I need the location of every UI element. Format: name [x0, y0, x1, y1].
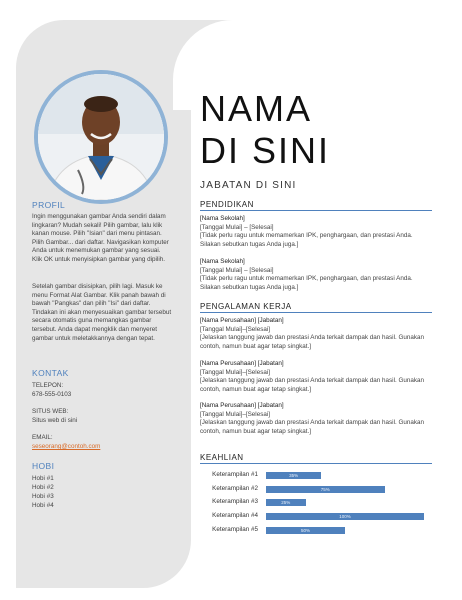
name-title [200, 88, 330, 172]
skill-label: Keterampilan #1 [212, 471, 258, 478]
website-label: SITUS WEB: [32, 408, 69, 415]
doctor-portrait-image [38, 74, 164, 200]
experience-description: [Jelaskan tanggung jawab dan prestasi Anda terkait dampak dan hasil. Gunakan contoh, namun buat agar tetap singkat.] [200, 334, 425, 350]
hobby-item: Hobi #2 [32, 484, 54, 491]
skills-divider [200, 463, 432, 464]
skill-percent-label: 100% [339, 514, 351, 520]
skill-percent-label: 25% [281, 500, 291, 506]
email-link[interactable]: seseorang@contoh.com [32, 443, 101, 450]
school-name: [Nama Sekolah] [200, 258, 245, 265]
experience-divider [200, 312, 432, 313]
skill-percent-label: 50% [300, 527, 310, 533]
skill-percent-label: 35% [289, 473, 299, 478]
name-line-2: DI SINI [200, 130, 331, 171]
experience-entry [200, 317, 432, 351]
experience-entry [200, 402, 432, 436]
education-divider [200, 210, 432, 211]
job-title: JABATAN DI SINI [200, 180, 297, 191]
hobbies-heading: HOBI [32, 461, 55, 471]
education-entry [200, 258, 432, 292]
skill-percent-label: 75% [320, 486, 330, 492]
profile-paragraph-1: Ingin menggunakan gambar Anda sendiri dalam lingkaran? Mudah sekali! Pilih gambar, lalu klik kanan mouse. Pilih "Isian" dari menu pintasan. Pilih Gambar... dari daftar. Navigasikan komputer Anda untuk menemukan gambar yang sesuai. Klik OK untuk menyisipkan gambar yang dipilih. [32, 213, 169, 263]
experience-heading: PENGALAMAN KERJA [200, 302, 292, 311]
phone-value: 678-555-0103 [32, 391, 72, 398]
skill-label: Keterampilan #5 [212, 525, 258, 533]
hobby-item: Hobi #3 [32, 493, 54, 500]
experience-dates: [Tanggal Mulai]–[Selesai] [200, 368, 271, 376]
education-description: [Tidak perlu ragu untuk memamerkan IPK, penghargaan, dan prestasi Anda. Silakan sebutkan tugas Anda juga.] [200, 232, 413, 248]
skill-label: Keterampilan #2 [212, 484, 258, 492]
profile-heading: PROFIL [32, 200, 66, 210]
education-dates: [Tanggal Mulai] – [Selesai] [200, 266, 274, 274]
company-title: [Nama Perusahaan] [Jabatan] [200, 317, 284, 324]
hobby-item: Hobi #4 [32, 502, 54, 509]
hobby-item: Hobi #1 [32, 475, 54, 482]
skills-heading: KEAHLIAN [200, 453, 244, 462]
experience-description: [Jelaskan tanggung jawab dan prestasi Anda terkait dampak dan hasil. Gunakan contoh, namun buat agar tetap singkat.] [200, 419, 425, 435]
skill-label: Keterampilan #3 [212, 498, 258, 506]
experience-entry [200, 360, 432, 394]
skill-label: Keterampilan #4 [212, 512, 258, 520]
name-line-1: NAMA [200, 88, 313, 129]
education-dates: [Tanggal Mulai] – [Selesai] [200, 223, 274, 231]
contact-heading: KONTAK [32, 368, 69, 378]
education-heading: PENDIDIKAN [200, 200, 254, 209]
profile-paragraph-2: Setelah gambar disisipkan, pilih lagi. Masuk ke menu Format Alat Gambar. Klik panah bawah di bawah "Pangkas" dan pilih "Isi" dari daftar. Tindakan ini akan menyesuaikan gambar tersebut secara otomatis guna memangkas gambar tersebut. Anda dapat mengklik dan menyeret gambar untuk meletakkannya dengan tepat. [32, 283, 172, 342]
education-entry [200, 215, 432, 249]
website-value[interactable]: Situs web di sini [32, 417, 78, 424]
experience-dates: [Tanggal Mulai]–[Selesai] [200, 410, 271, 418]
experience-description: [Jelaskan tanggung jawab dan prestasi Anda terkait dampak dan hasil. Gunakan contoh, namun buat agar tetap singkat.] [200, 377, 425, 393]
education-description: [Tidak perlu ragu untuk memamerkan IPK, penghargaan, dan prestasi Anda. Silakan sebutkan tugas Anda juga.] [200, 275, 413, 291]
experience-dates: [Tanggal Mulai]–[Selesai] [200, 325, 271, 333]
company-title: [Nama Perusahaan] [Jabatan] [200, 402, 284, 409]
profile-photo[interactable] [34, 70, 168, 204]
school-name: [Nama Sekolah] [200, 215, 245, 222]
email-label: EMAIL: [32, 434, 53, 441]
phone-label: TELEPON: [32, 382, 64, 389]
company-title: [Nama Perusahaan] [Jabatan] [200, 360, 284, 367]
